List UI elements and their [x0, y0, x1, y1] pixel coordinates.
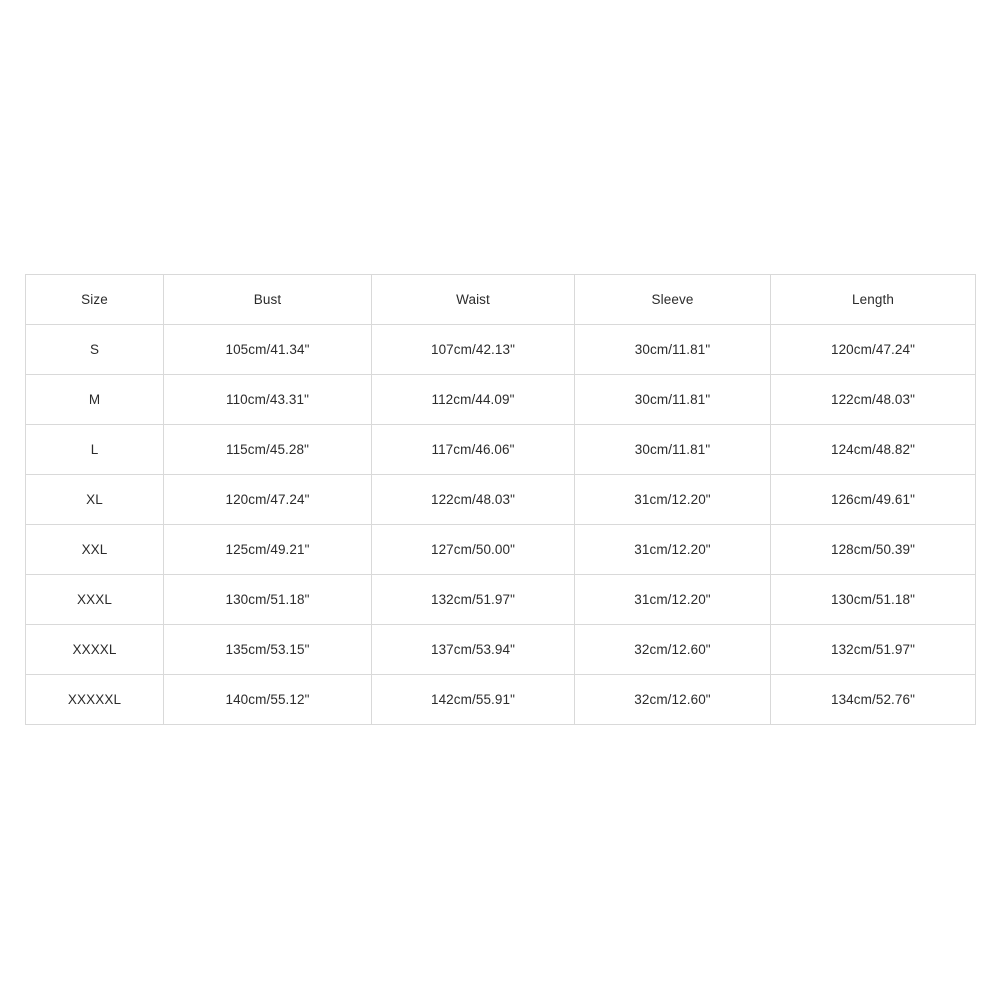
- cell-sleeve: 30cm/11.81": [575, 425, 771, 475]
- cell-length: 128cm/50.39": [771, 525, 976, 575]
- cell-waist: 107cm/42.13": [372, 325, 575, 375]
- cell-waist: 112cm/44.09": [372, 375, 575, 425]
- column-header-length: Length: [771, 275, 976, 325]
- cell-bust: 135cm/53.15": [164, 625, 372, 675]
- cell-sleeve: 31cm/12.20": [575, 475, 771, 525]
- cell-size: XXL: [26, 525, 164, 575]
- cell-bust: 110cm/43.31": [164, 375, 372, 425]
- table-row: [26, 375, 976, 425]
- cell-length: 122cm/48.03": [771, 375, 976, 425]
- cell-sleeve: 32cm/12.60": [575, 625, 771, 675]
- table-row: [26, 425, 976, 475]
- cell-bust: 140cm/55.12": [164, 675, 372, 725]
- table-row: [26, 625, 976, 675]
- table-header: [26, 275, 976, 325]
- cell-length: 132cm/51.97": [771, 625, 976, 675]
- column-header-sleeve: Sleeve: [575, 275, 771, 325]
- size-chart-container: [25, 274, 975, 725]
- cell-sleeve: 31cm/12.20": [575, 575, 771, 625]
- cell-size: XL: [26, 475, 164, 525]
- cell-size: L: [26, 425, 164, 475]
- cell-sleeve: 31cm/12.20": [575, 525, 771, 575]
- table-header-row: [26, 275, 976, 325]
- cell-waist: 117cm/46.06": [372, 425, 575, 475]
- column-header-size: Size: [26, 275, 164, 325]
- column-header-bust: Bust: [164, 275, 372, 325]
- cell-bust: 115cm/45.28": [164, 425, 372, 475]
- cell-size: XXXXL: [26, 625, 164, 675]
- table-row: [26, 475, 976, 525]
- table-row: [26, 525, 976, 575]
- cell-waist: 137cm/53.94": [372, 625, 575, 675]
- size-chart-table: [25, 274, 976, 725]
- table-row: [26, 575, 976, 625]
- cell-bust: 125cm/49.21": [164, 525, 372, 575]
- cell-sleeve: 30cm/11.81": [575, 375, 771, 425]
- cell-bust: 120cm/47.24": [164, 475, 372, 525]
- cell-length: 126cm/49.61": [771, 475, 976, 525]
- table-body: [26, 325, 976, 725]
- cell-length: 130cm/51.18": [771, 575, 976, 625]
- cell-waist: 127cm/50.00": [372, 525, 575, 575]
- table-row: [26, 325, 976, 375]
- cell-size: M: [26, 375, 164, 425]
- cell-size: XXXL: [26, 575, 164, 625]
- cell-length: 124cm/48.82": [771, 425, 976, 475]
- cell-bust: 105cm/41.34": [164, 325, 372, 375]
- cell-waist: 132cm/51.97": [372, 575, 575, 625]
- cell-size: XXXXXL: [26, 675, 164, 725]
- cell-length: 120cm/47.24": [771, 325, 976, 375]
- cell-waist: 142cm/55.91": [372, 675, 575, 725]
- column-header-waist: Waist: [372, 275, 575, 325]
- cell-sleeve: 32cm/12.60": [575, 675, 771, 725]
- cell-length: 134cm/52.76": [771, 675, 976, 725]
- cell-waist: 122cm/48.03": [372, 475, 575, 525]
- table-row: [26, 675, 976, 725]
- cell-sleeve: 30cm/11.81": [575, 325, 771, 375]
- cell-size: S: [26, 325, 164, 375]
- cell-bust: 130cm/51.18": [164, 575, 372, 625]
